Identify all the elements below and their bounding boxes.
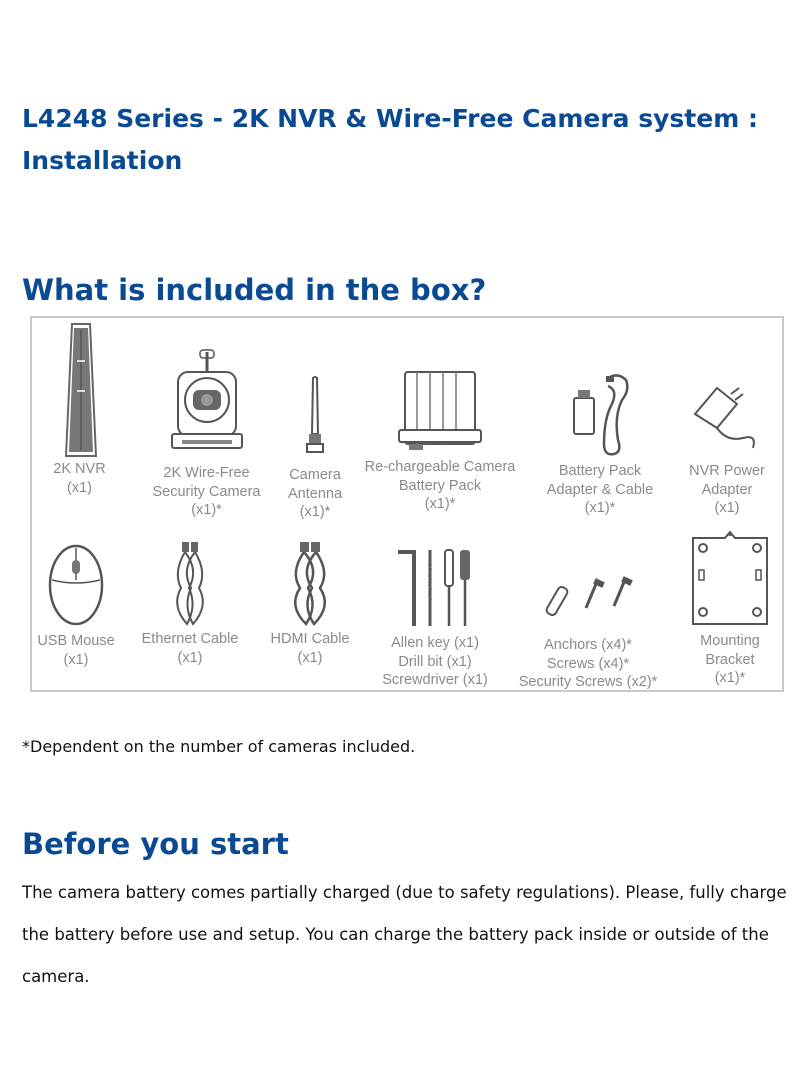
item-ethernet-cable: Ethernet Cable (x1) [134,540,246,667]
box-contents-heading: What is included in the box? [22,273,487,307]
box-contents-figure [30,316,784,692]
item-battery-adapter: Battery Pack Adapter & Cable (x1)* [537,370,663,518]
power-adapter-icon [687,380,767,456]
before-you-start-heading: Before you start [22,827,289,861]
mouse-icon [43,542,109,628]
battery-adapter-icon [560,370,640,456]
item-camera: 2K Wire-Free Security Camera (x1)* [144,348,269,520]
mounting-bracket-icon [685,528,775,628]
screws-icon [538,566,638,630]
item-tools: Allen key (x1) Drill bit (x1) Screwdriver (x1) [375,546,495,690]
battery-pack-icon [385,366,495,456]
camera-icon [162,348,252,460]
battery-paragraph: The camera battery comes partially charged (due to safety regulations). Please, fully charge the battery before use and setup. You can charge the battery pack inside or outside of the camera. [22,883,787,986]
item-antenna: Camera Antenna (x1)* [272,374,358,522]
hdmi-cable-icon [280,540,340,628]
item-battery-pack: Re-chargeable Camera Battery Pack (x1)* [364,366,516,514]
dependency-note: *Dependent on the number of cameras included. [22,737,416,756]
item-hdmi-cable: HDMI Cable (x1) [260,540,360,667]
nvr-icon [50,320,110,460]
page-title: L4248 Series - 2K NVR & Wire-Free Camera system : Installation [22,104,758,175]
item-mounting-bracket: Mounting Bracket (x1)* [680,528,780,688]
item-screws: Anchors (x4)* Screws (x4)* Security Screws (x2)* [510,566,666,692]
item-nvr: 2K NVR (x1) [32,320,127,497]
item-power-adapter: NVR Power Adapter (x1) [676,380,778,518]
antenna-icon [295,374,335,456]
tools-icon [390,546,480,630]
ethernet-cable-icon [160,540,220,628]
item-usb-mouse: USB Mouse (x1) [32,542,120,669]
